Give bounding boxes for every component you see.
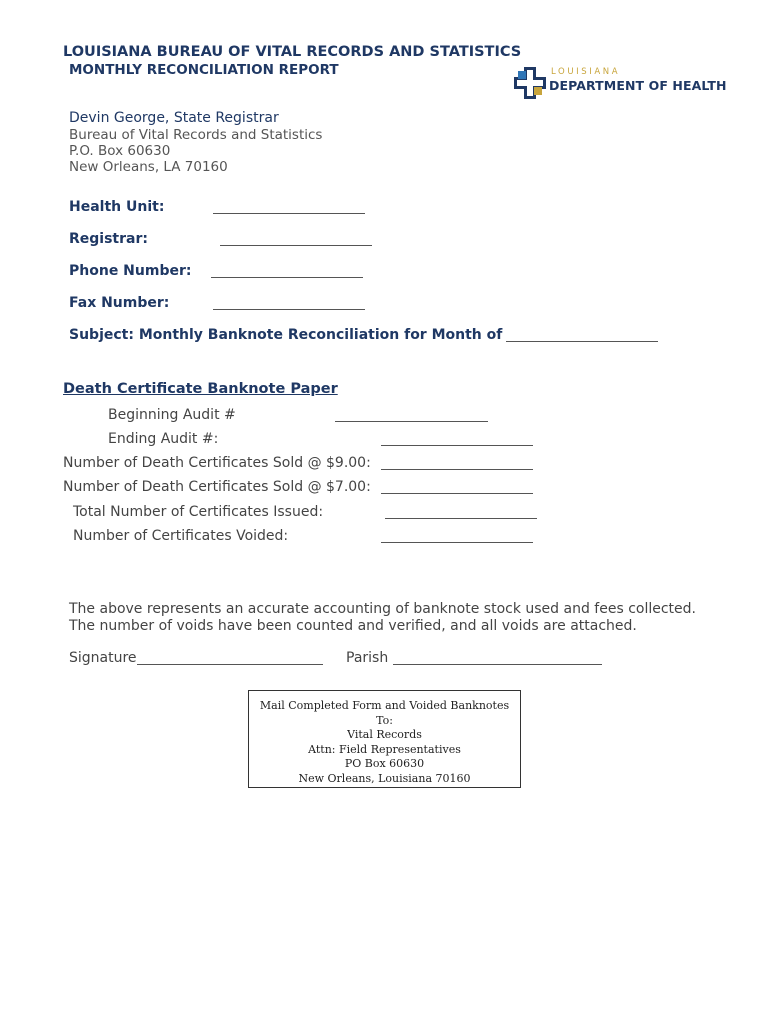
parish-field[interactable] (393, 664, 602, 665)
health-unit-label: Health Unit: (69, 199, 165, 215)
total-issued-field[interactable] (385, 518, 537, 519)
registrar-label: Registrar: (69, 231, 148, 247)
phone-field[interactable] (211, 277, 363, 278)
signature-label: Signature (69, 650, 137, 666)
beginning-audit-field[interactable] (335, 421, 488, 422)
mail-line: Attn: Field Representatives (308, 742, 461, 756)
mail-line: To: (376, 713, 393, 727)
sold-7-label: Number of Death Certificates Sold @ $7.00: (63, 479, 371, 495)
mailing-instructions-box (248, 690, 521, 788)
statement-line-1: The above represents an accurate accounting of banknote stock used and fees collected. (69, 601, 696, 617)
fax-field[interactable] (213, 309, 365, 310)
form-subtitle: MONTHLY RECONCILIATION REPORT (69, 62, 339, 78)
ending-audit-field[interactable] (381, 445, 533, 446)
po-box: P.O. Box 60630 (69, 143, 171, 159)
sold-9-field[interactable] (381, 469, 533, 470)
fax-label: Fax Number: (69, 295, 170, 311)
sold-9-label: Number of Death Certificates Sold @ $9.00: (63, 455, 371, 471)
phone-label: Phone Number: (69, 263, 192, 279)
ldh-logo (514, 66, 732, 100)
sold-7-field[interactable] (381, 493, 533, 494)
logo-state-text: LOUISIANA (551, 67, 621, 77)
city-line: New Orleans, LA 70160 (69, 159, 228, 175)
mail-line: Mail Completed Form and Voided Banknotes (259, 699, 510, 712)
bureau-name: Bureau of Vital Records and Statistics (69, 127, 323, 143)
statement-line-2: The number of voids have been counted and verified, and all voids are attached. (69, 618, 637, 634)
mail-line: PO Box 60630 (344, 757, 425, 770)
registrar-name: Devin George, State Registrar (69, 110, 279, 126)
total-issued-label: Total Number of Certificates Issued: (73, 504, 324, 520)
mail-line: New Orleans, Louisiana 70160 (298, 771, 471, 785)
signature-field[interactable] (137, 664, 323, 665)
beginning-audit-label: Beginning Audit # (108, 407, 236, 423)
month-field[interactable] (506, 341, 658, 342)
section-title: Death Certificate Banknote Paper (63, 381, 338, 397)
form-title: LOUISIANA BUREAU OF VITAL RECORDS AND STATISTICS (63, 44, 522, 60)
logo-department-text: DEPARTMENT OF HEALTH (549, 78, 727, 93)
ldh-cross-icon (514, 67, 546, 99)
mail-line: Vital Records (347, 728, 422, 741)
subject-label: Subject: Monthly Banknote Reconciliation for Month of (69, 327, 503, 343)
ending-audit-label: Ending Audit #: (108, 431, 219, 447)
voided-label: Number of Certificates Voided: (73, 528, 289, 544)
health-unit-field[interactable] (213, 213, 365, 214)
parish-label: Parish (346, 650, 389, 666)
voided-field[interactable] (381, 542, 533, 543)
registrar-field[interactable] (220, 245, 372, 246)
